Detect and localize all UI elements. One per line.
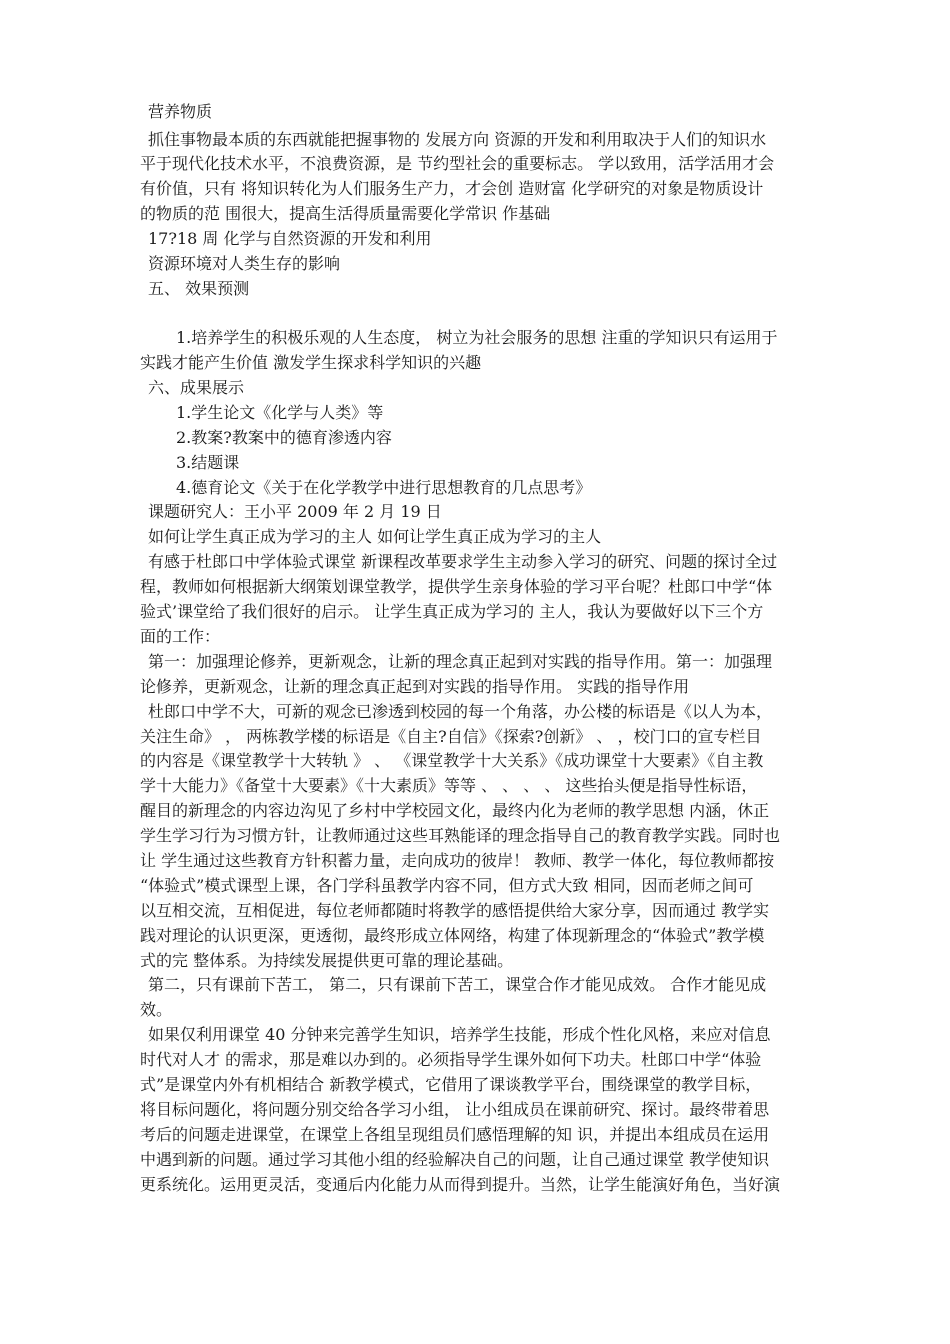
text-line: 实践才能产生价值 激发学生探求科学知识的兴趣 [140,353,482,372]
text-line: 程，教师如何根据新大纲策划课堂教学，提供学生亲身体验的学习平台呢？杜郎口中学“体 [140,577,773,596]
text-line: 学十大能力》《备堂十大要素》《十大素质》等等 、 、 、 、 这些抬头便是指导性标语， [140,776,758,795]
text-line: 关注生命》 ， 两栋教学楼的标语是《自主?自信》《探索?创新》 、 ，校门口的宣专栏目 [140,727,762,746]
text-line: 论修养，更新观念，让新的理念真正起到对实践的指导作用。 实践的指导作用 [140,677,690,696]
text-line: 如果仅利用课堂 40 分钟来完善学生知识，培养学生技能，形成个性化风格，来应对信息 [148,1025,771,1044]
text-line: 17?18 周 化学与自然资源的开发和利用 [148,229,432,248]
text-line: 考后的问题走进课堂，在课堂上各组呈现组员们感悟理解的知 识，并提出本组成员在运用 [140,1125,770,1144]
text-line: 时代对人才 的需求，那是难以办到的。必须指导学生课外如何下功夫。杜郎口中学“体验 [140,1050,762,1069]
text-line: 更系统化。运用更灵活，变通后内化能力从而得到提升。当然，让学生能演好角色，当好演 [140,1175,781,1194]
text-line: 学生学习行为习惯方针，让教师通过这些耳熟能译的理念指导自己的教育教学实践。同时也 [140,826,781,845]
text-line: 式”是课堂内外有机相结合 新教学模式，它借用了课谈教学平台，围绕课堂的教学目标， [140,1075,762,1094]
text-line: 抓住事物最本质的东西就能把握事物的 发展方向 资源的开发和利用取决于人们的知识水 [148,130,767,149]
text-line: 以互相交流，互相促进，每位老师都随时将教学的感悟提供给大家分享，因而通过 教学实 [140,901,770,920]
text-line: 式的完 整体系。为持续发展提供更可靠的理论基础。 [140,951,514,970]
section-heading: 六、成果展示 [148,378,245,397]
list-item: 2.教案?教案中的德育渗透内容 [176,428,392,447]
text-line: 有感于杜郎口中学体验式课堂 新课程改革要求学生主动参入学习的研究、问题的探讨全过 [148,552,778,571]
list-item: 1.学生论文《化学与人类》等 [176,403,384,422]
article-title: 如何让学生真正成为学习的主人 如何让学生真正成为学习的主人 [148,527,602,546]
text-line: 课题研究人：王小平 2009 年 2 月 19 日 [148,502,442,521]
text-line: 1.培养学生的积极乐观的人生态度， 树立为社会服务的思想 注重的学知识只有运用于 [176,328,778,347]
text-line: 醒目的新理念的内容边沟见了乡村中学校园文化，最终内化为老师的教学思想 内涵，休正 [140,801,770,820]
text-line: 验式’课堂给了我们很好的启示。 让学生真正成为学习的 主人，我认为要做好以下三个方 [140,602,764,621]
text-line: 第二，只有课前下苦工， 第二，只有课前下苦工，课堂合作才能见成效。 合作才能见成 [148,975,767,994]
text-line: 资源环境对人类生存的影响 [148,254,341,273]
text-line: 营养物质 [148,102,213,121]
section-heading: 五、 效果预测 [148,279,250,298]
text-line: 的内容是《课堂教学十大转轨 》 、 《课堂教学十大关系》《成功课堂十大要素》《自主教 [140,751,764,770]
text-line: 平于现代化技术水平，不浪费资源，是 节约型社会的重要标志。 学以致用，活学活用才会 [140,154,775,173]
list-item: 4.德育论文《关于在化学教学中进行思想教育的几点思考》 [176,478,592,497]
text-line: 有价值，只有 将知识转化为人们服务生产力，才会创 造财富 化学研究的对象是物质设计 [140,179,764,198]
list-item: 3.结题课 [176,453,240,472]
text-line: 将目标问题化，将问题分别交给各学习小组， 让小组成员在课前研究、探讨。最终带着思 [140,1100,770,1119]
text-line: 效。 [140,1000,173,1019]
text-line: 杜郎口中学不大，可新的观念已渗透到校园的每一个角落，办公楼的标语是《以人为本， [148,702,773,721]
text-line: 第一：加强理论修养，更新观念，让新的理念真正起到对实践的指导作用。第一：加强理 [148,652,773,671]
text-line: “体验式”模式课型上课，各门学科虽教学内容不同，但方式大致 相同，因而老师之间可 [140,876,754,895]
text-line: 的物质的范 围很大，提高生活得质量需要化学常识 作基础 [140,204,551,223]
text-line: 让 学生通过这些教育方针积蓄力量，走向成功的彼岸！ 教师、教学一体化，每位教师都按 [140,851,775,870]
text-line: 中遇到新的问题。通过学习其他小组的经验解决自己的问题，让自己通过课堂 教学使知识 [140,1150,770,1169]
text-line: 面的工作： [140,627,221,646]
text-line: 践对理论的认识更深，更透彻，最终形成立体网络，构建了体现新理念的“体验式”教学模 [140,926,765,945]
